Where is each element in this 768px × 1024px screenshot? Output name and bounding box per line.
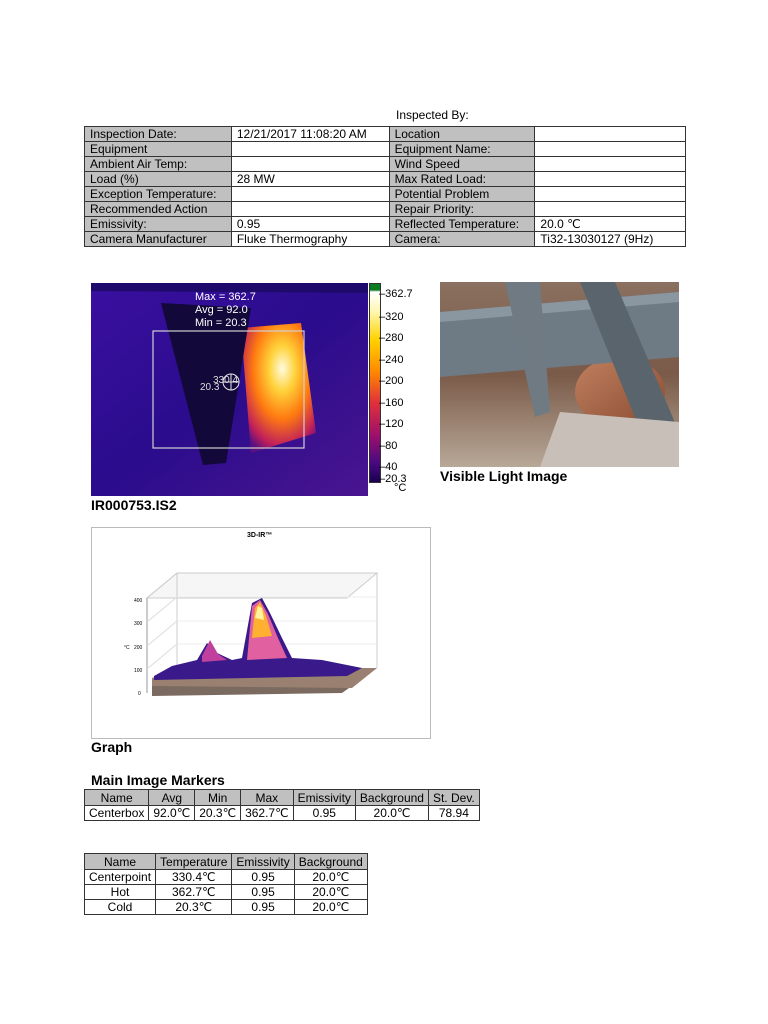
graph-ytick-400: 400	[134, 598, 143, 604]
table-row	[85, 900, 368, 915]
info-value: Fluke Thermography	[231, 232, 389, 247]
color-scale-tick: –80	[379, 440, 398, 452]
info-value: 20.0 ℃	[535, 217, 686, 232]
info-row	[85, 172, 686, 187]
table-cell: 20.0℃	[294, 870, 367, 885]
info-value: 28 MW	[231, 172, 389, 187]
ir-marker-centerpoint: 330.4	[213, 375, 239, 386]
point-markers-table	[84, 853, 368, 915]
info-row	[85, 127, 686, 142]
table-cell: 92.0℃	[149, 806, 195, 821]
column-header: Name	[85, 790, 149, 806]
color-scale-tick: –40	[379, 461, 398, 473]
table-cell: Hot	[85, 885, 156, 900]
info-value	[231, 142, 389, 157]
info-label: Exception Temperature:	[85, 187, 232, 202]
info-row	[85, 142, 686, 157]
graph-ytick-0: 0	[138, 691, 141, 697]
table-cell: Centerpoint	[85, 870, 156, 885]
info-value	[535, 157, 686, 172]
visible-light-image	[440, 282, 679, 467]
info-label: Equipment Name:	[389, 142, 535, 157]
table-cell: 0.95	[293, 806, 355, 821]
info-label: Camera Manufacturer	[85, 232, 232, 247]
table-cell: 330.4℃	[156, 870, 232, 885]
ir-filename: IR000753.IS2	[91, 497, 177, 513]
ir-stat-avg: Avg = 92.0	[195, 304, 248, 316]
info-label: Load (%)	[85, 172, 232, 187]
table-cell: 20.3℃	[156, 900, 232, 915]
table-cell: 78.94	[428, 806, 479, 821]
table-cell: 0.95	[232, 900, 294, 915]
column-header: Min	[195, 790, 241, 806]
info-label: Equipment	[85, 142, 232, 157]
info-label: Reflected Temperature:	[389, 217, 535, 232]
main-markers-table	[84, 789, 480, 821]
info-value: 12/21/2017 11:08:20 AM	[231, 127, 389, 142]
color-scale-tick: –320	[379, 311, 404, 323]
info-value	[231, 202, 389, 217]
info-value: Ti32-13030127 (9Hz)	[535, 232, 686, 247]
column-header: Emissivity	[293, 790, 355, 806]
column-header: Background	[355, 790, 428, 806]
info-value	[535, 187, 686, 202]
graph-ytick-300: 300	[134, 621, 143, 627]
visible-light-caption: Visible Light Image	[440, 468, 568, 484]
info-value: 0.95	[231, 217, 389, 232]
graph-ytick-100: 100	[134, 668, 143, 674]
info-label: Ambient Air Temp:	[85, 157, 232, 172]
info-label: Location	[389, 127, 535, 142]
info-value	[535, 172, 686, 187]
column-header: Name	[85, 854, 156, 870]
ir-stat-max: Max = 362.7	[195, 291, 256, 303]
table-cell: 20.0℃	[294, 885, 367, 900]
info-label: Recommended Action	[85, 202, 232, 217]
info-value	[535, 127, 686, 142]
table-cell: 362.7℃	[156, 885, 232, 900]
info-value	[535, 142, 686, 157]
inspected-by-label: Inspected By:	[396, 108, 469, 122]
column-header: Max	[241, 790, 294, 806]
info-label: Emissivity:	[85, 217, 232, 232]
info-row	[85, 232, 686, 247]
info-label: Camera:	[389, 232, 535, 247]
table-cell: 362.7℃	[241, 806, 294, 821]
color-scale-tick: –120	[379, 418, 404, 430]
color-scale-tick: –280	[379, 332, 404, 344]
info-row	[85, 187, 686, 202]
column-header: Emissivity	[232, 854, 294, 870]
info-value	[535, 202, 686, 217]
info-label: Potential Problem	[389, 187, 535, 202]
table-cell: Cold	[85, 900, 156, 915]
table-cell: 0.95	[232, 870, 294, 885]
graph-ytick-200: 200	[134, 645, 143, 651]
column-header: St. Dev.	[428, 790, 479, 806]
graph-caption: Graph	[91, 739, 133, 755]
table-row	[85, 870, 368, 885]
info-label: Max Rated Load:	[389, 172, 535, 187]
column-header: Avg	[149, 790, 195, 806]
color-scale-tick: –20.3	[379, 473, 407, 485]
info-row	[85, 157, 686, 172]
info-row	[85, 217, 686, 232]
color-scale-unit: °C	[394, 482, 407, 494]
main-markers-title: Main Image Markers	[91, 772, 225, 788]
color-scale-tick: –362.7	[379, 288, 413, 300]
graph-3d-ir	[91, 527, 431, 739]
info-value	[231, 187, 389, 202]
column-header: Temperature	[156, 854, 232, 870]
ir-marker-cold: 20.3	[200, 382, 220, 393]
table-cell: 20.0℃	[355, 806, 428, 821]
ir-thermal-image	[91, 283, 368, 496]
info-label: Inspection Date:	[85, 127, 232, 142]
table-row	[85, 885, 368, 900]
info-row	[85, 202, 686, 217]
info-label: Wind Speed	[389, 157, 535, 172]
ir-stat-min: Min = 20.3	[195, 317, 247, 329]
table-cell: 20.0℃	[294, 900, 367, 915]
table-row	[85, 806, 480, 821]
inspection-info-table	[84, 126, 686, 247]
color-scale-tick: –200	[379, 375, 404, 387]
color-scale-tick: –160	[379, 397, 404, 409]
color-scale-tick: –240	[379, 354, 404, 366]
table-cell: Centerbox	[85, 806, 149, 821]
graph-title: 3D-IR™	[247, 532, 273, 539]
info-value	[231, 157, 389, 172]
column-header: Background	[294, 854, 367, 870]
info-label: Repair Priority:	[389, 202, 535, 217]
table-cell: 20.3℃	[195, 806, 241, 821]
table-cell: 0.95	[232, 885, 294, 900]
graph-y-unit: °C	[124, 645, 130, 651]
